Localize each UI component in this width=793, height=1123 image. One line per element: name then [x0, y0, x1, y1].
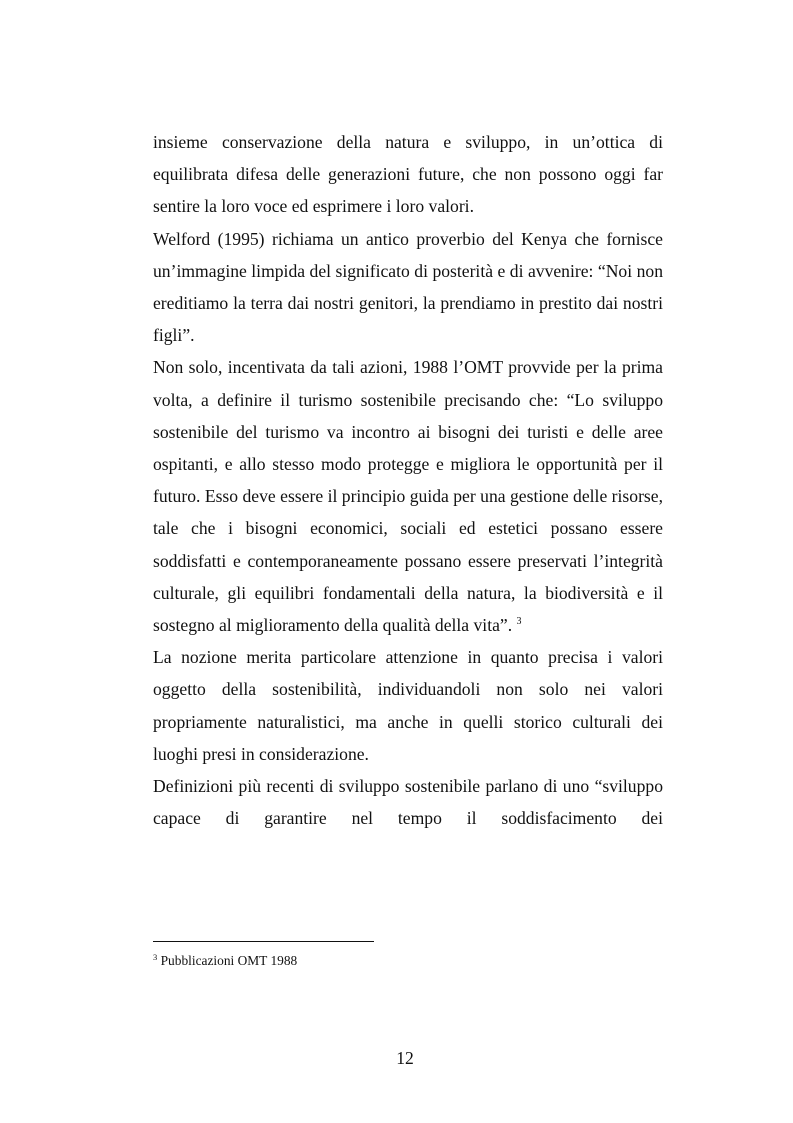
paragraph-3-text: Non solo, incentivata da tali azioni, 1988 l’OMT provvide per la prima volta, a definire il turismo sostenibile precisando che: “Lo sviluppo sostenibile del turismo va incontro ai bisogni dei turisti e delle aree ospitanti, e allo stesso modo protegge e migliora le opportunità per il futuro. Esso deve essere il principio guida per una gestione delle risorse, tale che i bisogni economici, sociali ed estetici possano essere soddisfatti e contemporaneamente possano essere preservati l’integrità culturale, gli equilibri fondamentali della natura, la biodiversità e il sostegno al miglioramento della qualità della vita”. — [153, 357, 663, 636]
body-text — [153, 126, 663, 834]
paragraph-4: La nozione merita particolare attenzione in quanto precisa i valori oggetto della sostenibilità, individuandoli non solo nei valori propriamente naturalistici, ma anche in quelli storico culturali dei luoghi presi in considerazione. — [153, 647, 663, 764]
paragraph-2: Welford (1995) richiama un antico proverbio del Kenya che fornisce un’immagine limpida del significato di posterità e di avvenire: “Noi non ereditiamo la terra dai nostri genitori, la prendiamo in prestito dai nostri figli”. — [153, 228, 663, 346]
footnote-text: Pubblicazioni OMT 1988 — [160, 953, 298, 968]
paragraph-5: Definizioni più recenti di sviluppo sostenibile parlano di uno “sviluppo capace di garantire nel tempo il soddisfacimento dei — [153, 776, 663, 829]
page-number: 12 — [396, 1048, 414, 1068]
paragraph-1: insieme conservazione della natura e sviluppo, in un’ottica di equilibrata difesa delle generazioni future, che non possono oggi far sentire la loro voce ed esprimere i loro valori. — [153, 132, 663, 217]
paragraph-3 — [153, 351, 663, 641]
footnote-reference[interactable]: 3 — [516, 616, 522, 628]
footnote-separator — [153, 941, 374, 942]
footnote — [153, 952, 663, 970]
footnote-marker: 3 — [153, 952, 158, 962]
